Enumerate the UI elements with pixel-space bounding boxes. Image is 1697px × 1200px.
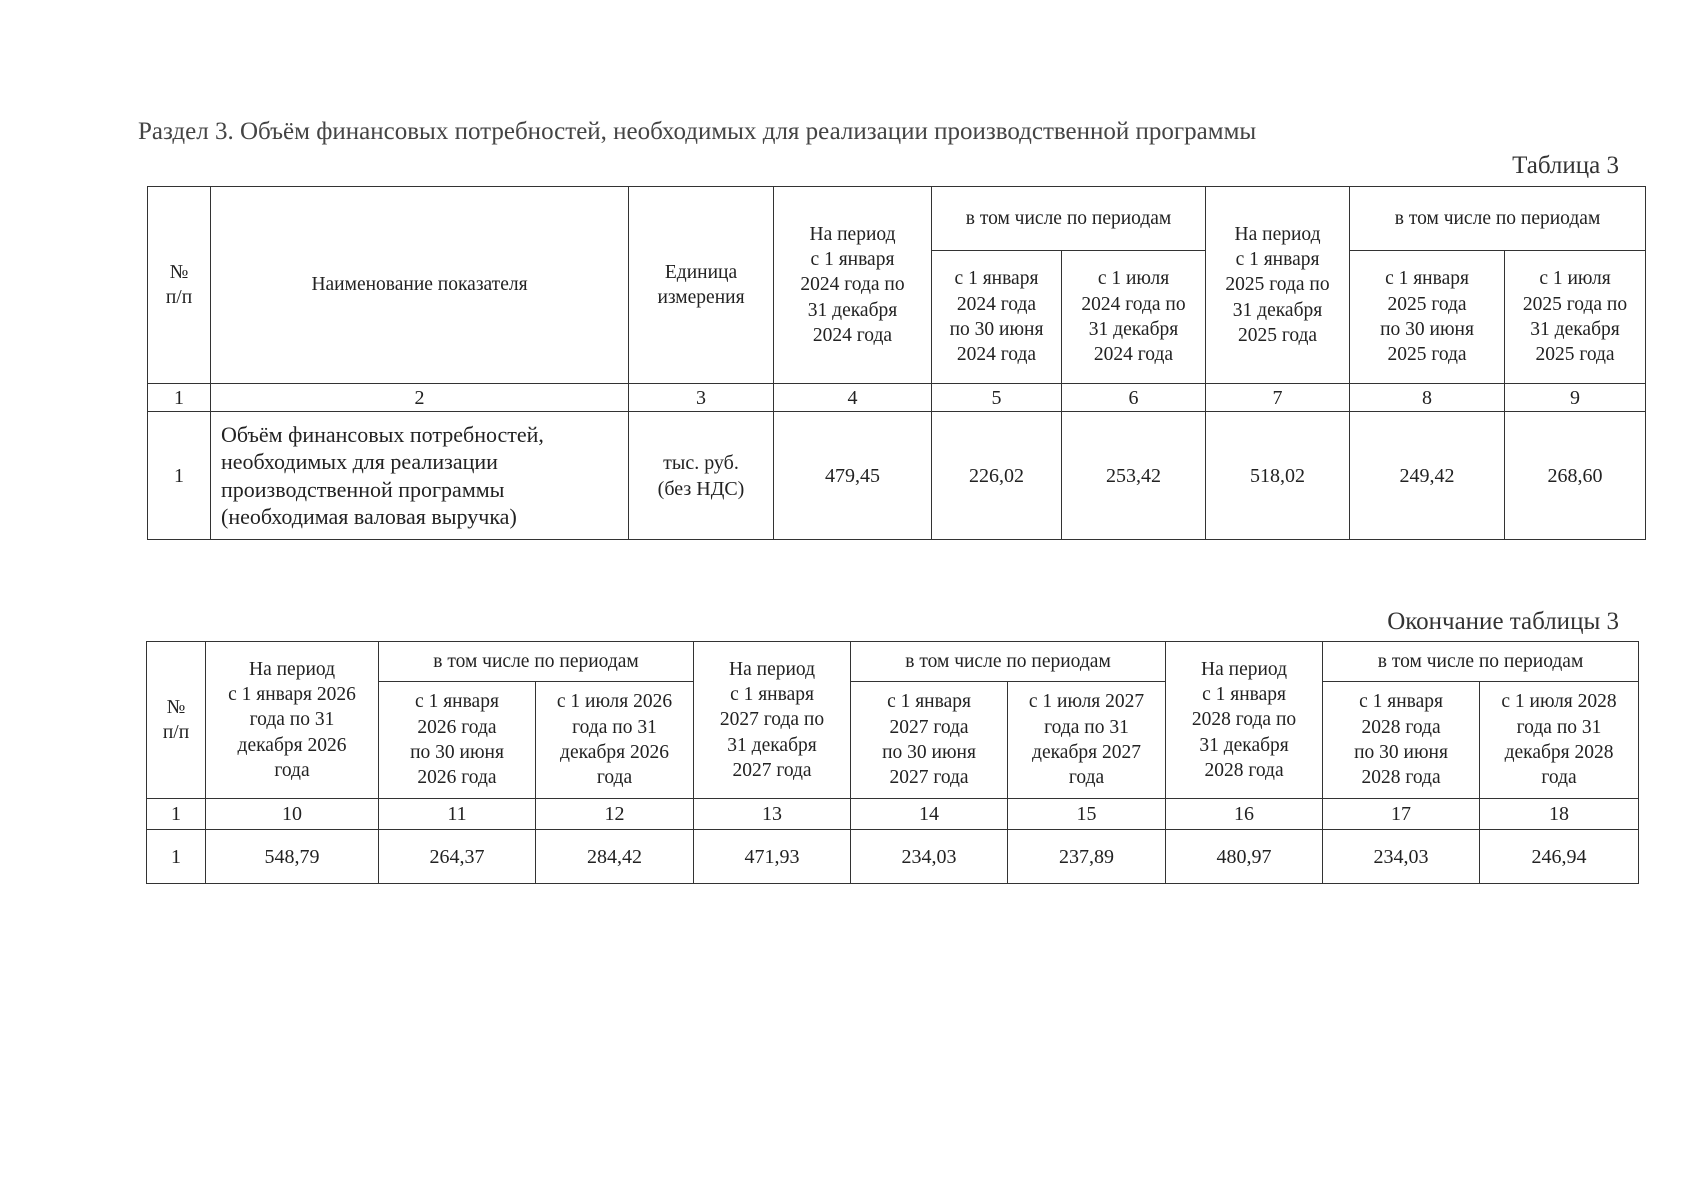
header-subperiods-2024: в том числе по периодам <box>932 187 1206 251</box>
header-row-number: № п/п <box>147 642 206 799</box>
financial-needs-table <box>147 186 1646 540</box>
column-number: 2 <box>211 384 629 412</box>
column-number: 13 <box>694 799 851 830</box>
unit-cell: тыс. руб. (без НДС) <box>629 412 774 540</box>
column-number: 17 <box>1323 799 1480 830</box>
table-row <box>148 412 1646 540</box>
column-number: 6 <box>1062 384 1206 412</box>
column-number: 1 <box>148 384 211 412</box>
value-cell: 237,89 <box>1008 830 1166 884</box>
value-cell: 253,42 <box>1062 412 1206 540</box>
column-number: 16 <box>1166 799 1323 830</box>
column-number: 1 <box>147 799 206 830</box>
header-period-2028: На период с 1 января 2028 года по 31 декабря 2028 года <box>1166 642 1323 799</box>
header-period-2024: На период с 1 января 2024 года по 31 декабря 2024 года <box>774 187 932 384</box>
header-h2-2026: с 1 июля 2026 года по 31 декабря 2026 года <box>536 682 694 799</box>
header-h1-2024: с 1 января 2024 года по 30 июня 2024 года <box>932 251 1062 384</box>
header-period-2025: На период с 1 января 2025 года по 31 декабря 2025 года <box>1206 187 1350 384</box>
column-number: 3 <box>629 384 774 412</box>
header-h1-2028: с 1 января 2028 года по 30 июня 2028 года <box>1323 682 1480 799</box>
value-cell: 518,02 <box>1206 412 1350 540</box>
value-cell: 234,03 <box>851 830 1008 884</box>
financial-needs-table-continuation <box>146 641 1639 884</box>
value-cell: 234,03 <box>1323 830 1480 884</box>
value-cell: 548,79 <box>206 830 379 884</box>
row-number: 1 <box>147 830 206 884</box>
header-h2-2024: с 1 июля 2024 года по 31 декабря 2024 года <box>1062 251 1206 384</box>
header-indicator-name: Наименование показателя <box>211 187 629 384</box>
value-cell: 479,45 <box>774 412 932 540</box>
column-number: 9 <box>1505 384 1646 412</box>
value-cell: 268,60 <box>1505 412 1646 540</box>
header-h1-2025: с 1 января 2025 года по 30 июня 2025 года <box>1350 251 1505 384</box>
header-period-2026: На период с 1 января 2026 года по 31 декабря 2026 года <box>206 642 379 799</box>
indicator-name: Объём финансовых потребностей, необходимых для реализации производственной программы (необходимая валовая выручка) <box>211 412 629 540</box>
header-subperiods-2027: в том числе по периодам <box>851 642 1166 682</box>
header-subperiods-2028: в том числе по периодам <box>1323 642 1639 682</box>
column-number-row <box>147 799 1639 830</box>
value-cell: 249,42 <box>1350 412 1505 540</box>
value-cell: 471,93 <box>694 830 851 884</box>
section-title: Раздел 3. Объём финансовых потребностей, необходимых для реализации производственной программы <box>138 118 1257 145</box>
column-number: 8 <box>1350 384 1505 412</box>
header-h2-2027: с 1 июля 2027 года по 31 декабря 2027 года <box>1008 682 1166 799</box>
column-number-row <box>148 384 1646 412</box>
column-number: 18 <box>1480 799 1639 830</box>
column-number: 11 <box>379 799 536 830</box>
header-h1-2026: с 1 января 2026 года по 30 июня 2026 года <box>379 682 536 799</box>
header-period-2027: На период с 1 января 2027 года по 31 декабря 2027 года <box>694 642 851 799</box>
column-number: 15 <box>1008 799 1166 830</box>
header-h2-2028: с 1 июля 2028 года по 31 декабря 2028 года <box>1480 682 1639 799</box>
column-number: 10 <box>206 799 379 830</box>
table-continuation-caption: Окончание таблицы 3 <box>1387 608 1619 635</box>
header-unit: Единица измерения <box>629 187 774 384</box>
table-caption: Таблица 3 <box>1512 152 1619 179</box>
value-cell: 246,94 <box>1480 830 1639 884</box>
column-number: 4 <box>774 384 932 412</box>
header-subperiods-2026: в том числе по периодам <box>379 642 694 682</box>
value-cell: 226,02 <box>932 412 1062 540</box>
header-h2-2025: с 1 июля 2025 года по 31 декабря 2025 года <box>1505 251 1646 384</box>
column-number: 12 <box>536 799 694 830</box>
table-row <box>147 830 1639 884</box>
column-number: 14 <box>851 799 1008 830</box>
value-cell: 264,37 <box>379 830 536 884</box>
column-number: 7 <box>1206 384 1350 412</box>
row-number: 1 <box>148 412 211 540</box>
header-subperiods-2025: в том числе по периодам <box>1350 187 1646 251</box>
header-row-number: № п/п <box>148 187 211 384</box>
value-cell: 284,42 <box>536 830 694 884</box>
value-cell: 480,97 <box>1166 830 1323 884</box>
column-number: 5 <box>932 384 1062 412</box>
header-h1-2027: с 1 января 2027 года по 30 июня 2027 года <box>851 682 1008 799</box>
